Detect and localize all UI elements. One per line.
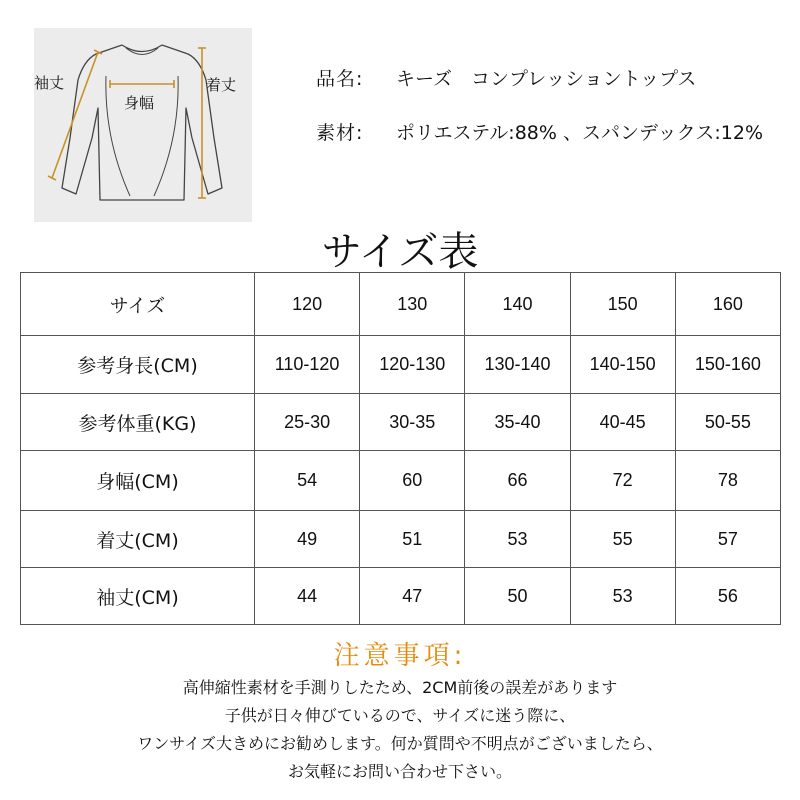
row-label: 着丈(CM) [21, 511, 255, 568]
product-name-value: キーズ コンプレッショントップス [396, 68, 697, 90]
notice-line: お気軽にお問い合わせ下さい。 [287, 762, 512, 781]
table-header-cell: 140 [465, 273, 570, 336]
notice-line: 子供が日々伸びているので、サイズに迷う際に、 [224, 706, 576, 725]
table-cell: 55 [570, 511, 675, 568]
table-cell: 110-120 [255, 336, 360, 394]
table-cell: 50-55 [675, 394, 780, 451]
row-label: 身幅(CM) [21, 451, 255, 511]
width-measure-line [110, 80, 174, 88]
table-cell: 51 [360, 511, 465, 568]
length-label: 着丈 [206, 76, 237, 94]
table-cell: 150-160 [675, 336, 780, 394]
table-cell: 120-130 [360, 336, 465, 394]
table-row [21, 511, 781, 568]
table-header-cell: 160 [675, 273, 780, 336]
table-cell: 54 [255, 451, 360, 511]
table-header-cell: 120 [255, 273, 360, 336]
table-cell: 56 [675, 568, 780, 625]
table-cell: 78 [675, 451, 780, 511]
table-cell: 49 [255, 511, 360, 568]
sleeve-label: 袖丈 [34, 74, 65, 92]
row-label: 参考体重(KG) [21, 394, 255, 451]
notice-title: 注意事項: [333, 641, 467, 671]
row-label: 袖丈(CM) [21, 568, 255, 625]
table-cell: 50 [465, 568, 570, 625]
size-table [20, 272, 781, 625]
table-cell: 60 [360, 451, 465, 511]
notice-line: 高伸縮性素材を手測りしたため、2CM前後の誤差があります [182, 678, 618, 697]
table-cell: 47 [360, 568, 465, 625]
table-cell: 30-35 [360, 394, 465, 451]
width-label: 身幅 [124, 94, 155, 112]
row-label: 参考身長(CM) [21, 336, 255, 394]
table-cell: 25-30 [255, 394, 360, 451]
table-cell: 53 [465, 511, 570, 568]
table-cell: 53 [570, 568, 675, 625]
sleeve-measure-line [48, 50, 102, 180]
table-cell: 57 [675, 511, 780, 568]
length-measure-line [198, 48, 206, 198]
table-row [21, 451, 781, 511]
table-header-cell: 130 [360, 273, 465, 336]
table-header-row [21, 273, 781, 336]
table-row [21, 336, 781, 394]
table-header-cell: サイズ [21, 273, 255, 336]
product-material-value: ポリエステル:88% 、スパンデックス:12% [396, 122, 764, 144]
garment-diagram [34, 28, 252, 222]
table-row [21, 568, 781, 625]
table-cell: 40-45 [570, 394, 675, 451]
product-material-key: 素材: [316, 122, 364, 144]
table-cell: 130-140 [465, 336, 570, 394]
table-cell: 140-150 [570, 336, 675, 394]
shirt-outline-icon [34, 28, 252, 222]
table-cell: 35-40 [465, 394, 570, 451]
table-cell: 66 [465, 451, 570, 511]
table-cell: 72 [570, 451, 675, 511]
size-table-title: サイズ表 [321, 229, 479, 275]
table-row [21, 394, 781, 451]
notice-line: ワンサイズ大きめにお勧めします。何か質問や不明点がございましたら、 [137, 734, 663, 753]
table-header-cell: 150 [570, 273, 675, 336]
table-cell: 44 [255, 568, 360, 625]
product-name-key: 品名: [316, 68, 364, 90]
product-name-row [316, 64, 696, 91]
product-material-row [316, 118, 763, 145]
